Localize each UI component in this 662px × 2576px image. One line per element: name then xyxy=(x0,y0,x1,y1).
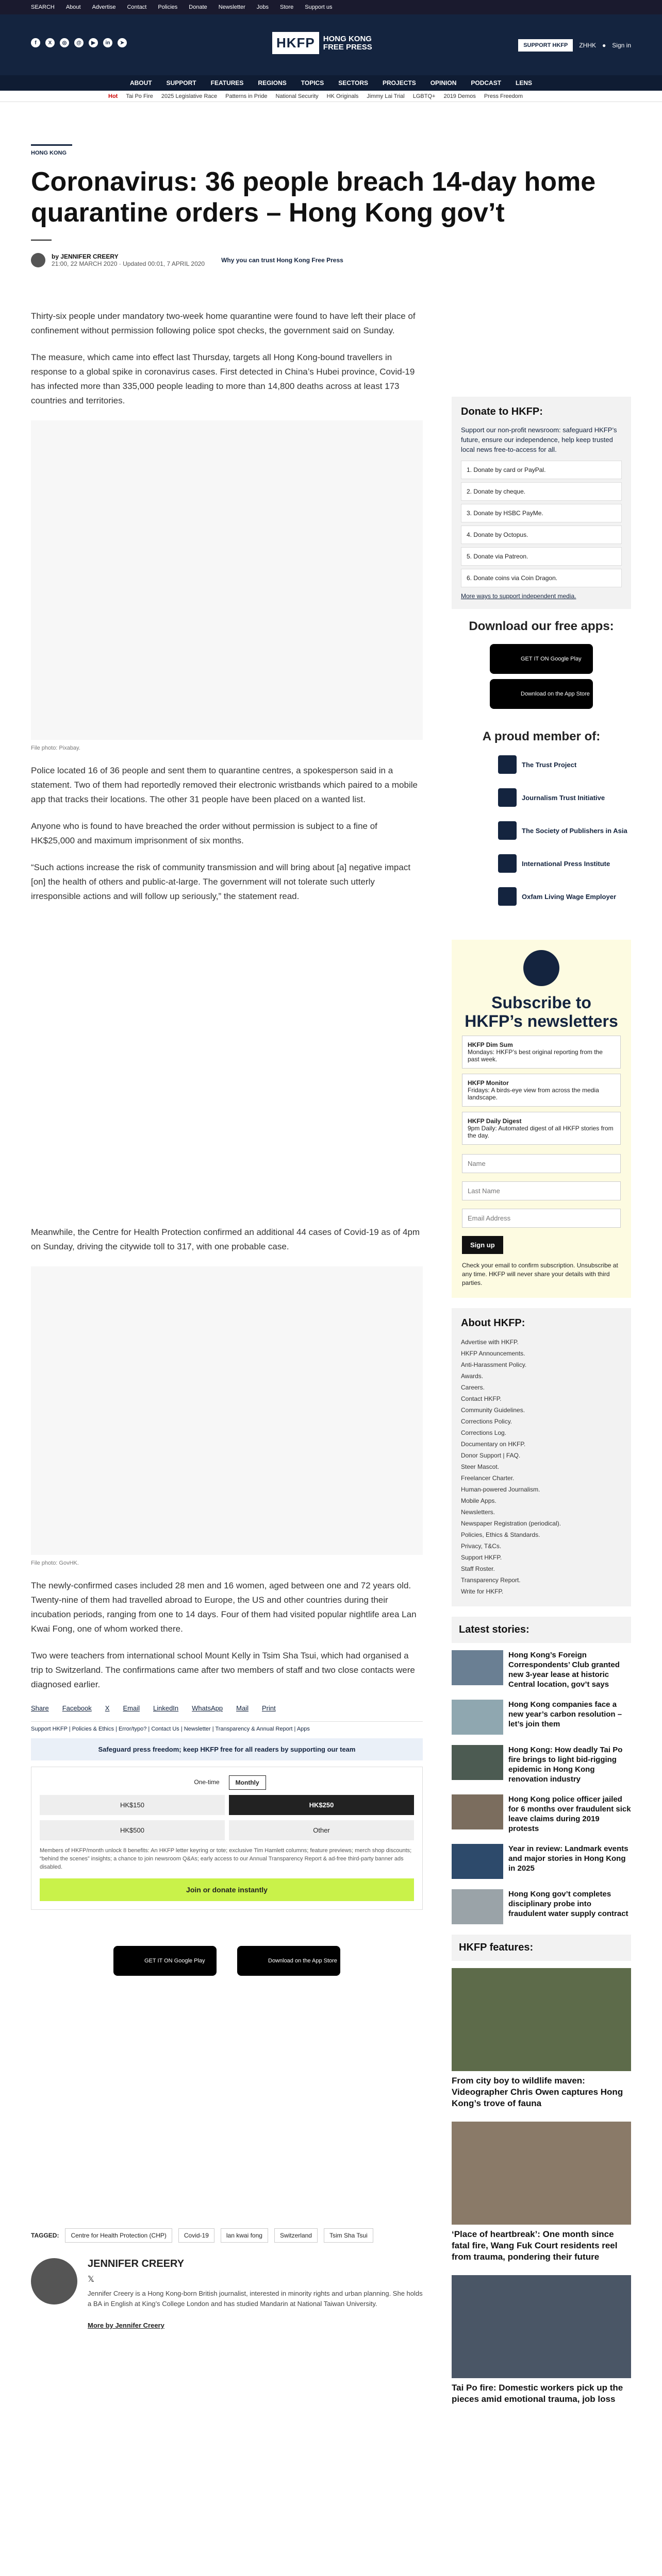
site-header xyxy=(0,14,662,75)
about-link[interactable]: Human-powered Journalism. xyxy=(461,1486,540,1493)
story-thumbnail xyxy=(452,1794,503,1829)
photo-caption: File photo: GovHK. xyxy=(31,1560,79,1566)
site-logo[interactable] xyxy=(272,32,385,54)
option-name: HKFP Monitor xyxy=(468,1079,509,1087)
donate-option[interactable]: 3. Donate by HSBC PayMe. xyxy=(461,504,622,522)
photo-placeholder xyxy=(31,420,423,740)
story-item[interactable] xyxy=(452,1844,631,1879)
topbar-search[interactable]: SEARCH xyxy=(31,4,55,10)
story-item[interactable] xyxy=(452,1794,631,1834)
feature-title: Tai Po fire: Domestic workers pick up the pieces amid emotional trauma, job loss xyxy=(452,2383,623,2404)
member-logo xyxy=(498,755,517,774)
donate-option[interactable]: 4. Donate by Octopus. xyxy=(461,526,622,544)
about-link[interactable]: Staff Roster. xyxy=(461,1565,495,1572)
member-sopa[interactable] xyxy=(498,818,631,843)
paragraph: “Such actions increase the risk of community transmission and will bring about [a] negative impact [on] the health of others and public-at-large. The government will not tolerate such utterly irresponsible actions and will follow up seriously,” the statement read. xyxy=(31,862,411,901)
story-thumbnail xyxy=(452,1889,503,1924)
nav-opinion[interactable]: OPINION xyxy=(430,79,457,87)
tag-chip[interactable]: Tsim Sha Tsui xyxy=(324,2228,373,2243)
member-logo xyxy=(498,854,517,873)
tier-option[interactable]: Other xyxy=(229,1820,414,1840)
topbar-newsletter[interactable]: Newsletter xyxy=(218,4,245,10)
article-header xyxy=(31,139,631,267)
member-name: International Press Institute xyxy=(522,859,610,868)
about-link[interactable]: Freelancer Charter. xyxy=(461,1475,515,1482)
donate-option[interactable]: 2. Donate by cheque. xyxy=(461,482,622,501)
paragraph: Two were teachers from international school Mount Kelly in Tsim Sha Tsui, which had organised a trip to Switzerland. The confirmations came after two members of staff and two close contacts were diagnosed earlier. xyxy=(31,1651,415,1689)
trending-item[interactable]: Tai Po Fire xyxy=(126,93,153,99)
tags-label: TAGGED: xyxy=(31,2232,59,2239)
article-photo xyxy=(31,1266,423,1555)
author-name[interactable]: JENNIFER CREERY xyxy=(88,2258,185,2269)
member-name: Journalism Trust Initiative xyxy=(522,793,605,802)
story-thumbnail xyxy=(452,1650,503,1685)
facebook-icon[interactable]: f xyxy=(31,38,40,47)
logo-text: HONG KONG FREE PRESS xyxy=(323,34,372,52)
about-link[interactable]: Documentary on HKFP. xyxy=(461,1440,526,1448)
author-more-link[interactable]: More by Jennifer Creery xyxy=(88,2321,164,2329)
trending-item[interactable]: Jimmy Lai Trial xyxy=(367,93,405,99)
newsletter-note: Check your email to confirm subscription. Unsubscribe at any time. HKFP will never share your details with third parties. xyxy=(462,1262,618,1286)
author-avatar[interactable] xyxy=(31,253,45,267)
feature-title: ‘Place of heartbreak’: One month since fatal fire, Wang Fuk Court residents reel from trauma, pondering their future xyxy=(452,2229,618,2262)
share-linkedin[interactable]: LinkedIn xyxy=(153,1704,179,1712)
share-label: Share xyxy=(31,1704,49,1712)
trending-item[interactable]: Press Freedom xyxy=(484,93,523,99)
members-benefits: Members of HKFP/month unlock 8 benefits: An HKFP letter keyring or tote; exclusive Tim Hamlett columns; feature previews; merch shop discounts; “behind the scenes” insights; a chance to join newsroom Q&As; early access to our Annual Transparency Report & ad-free third-party banner ads disabled. xyxy=(40,1848,412,1870)
safeguard-banner[interactable]: Safeguard press freedom; keep HKFP free for all readers by supporting our team xyxy=(31,1738,423,1760)
member-trust-project[interactable] xyxy=(498,752,631,777)
nav-podcast[interactable]: PODCAST xyxy=(471,79,502,87)
about-link[interactable]: Steer Mascot. xyxy=(461,1463,500,1470)
topbar-jobs[interactable]: Jobs xyxy=(256,4,269,10)
newsletter-option[interactable] xyxy=(462,1112,621,1145)
threads-icon[interactable]: @ xyxy=(74,38,84,47)
first-name-input[interactable] xyxy=(462,1154,621,1173)
share-email[interactable]: Email xyxy=(123,1704,140,1712)
google-play-button[interactable]: GET IT ON Google Play xyxy=(113,1946,217,1976)
about-link[interactable]: Corrections Policy. xyxy=(461,1418,512,1425)
signup-button[interactable]: Sign up xyxy=(462,1236,503,1254)
share-mail[interactable]: Mail xyxy=(236,1704,249,1712)
topbar-policies[interactable]: Policies xyxy=(158,4,178,10)
trending-item[interactable]: National Security xyxy=(275,93,319,99)
hkfp-badge-icon xyxy=(523,950,559,986)
topbar-donate[interactable]: Donate xyxy=(189,4,207,10)
freq-one-time[interactable]: One-time xyxy=(194,1778,220,1786)
article-photo xyxy=(31,420,423,740)
tag-chip[interactable]: Switzerland xyxy=(274,2228,318,2243)
paragraph: The measure, which came into effect last Thursday, targets all Hong Kong-bound travellers in response to a global spike in coronavirus cases. First detected in China’s Hubei province, Covid-19 has infected more than 335,000 people leading to more than 14,800 deaths across at least 173 countries and territories. xyxy=(31,352,415,405)
paragraph: Anyone who is found to have breached the order without permission is subject to a fine of HK$25,000 and maximum imprisonment of six months. xyxy=(31,821,377,845)
story-title: Year in review: Landmark events and major stories in Hong Kong in 2025 xyxy=(508,1844,628,1873)
language-switch[interactable]: ZHHK xyxy=(579,42,597,49)
embedded-content-spacer xyxy=(31,916,423,1225)
trending-item[interactable]: 2025 Legislative Race xyxy=(161,93,218,99)
feature-item[interactable] xyxy=(452,2275,631,2405)
paragraph: Thirty-six people under mandatory two-week home quarantine were found to have left their place of confinement without permission following police spot checks, the government said on Sunday. xyxy=(31,311,416,335)
story-item[interactable] xyxy=(452,1889,631,1924)
trending-bar xyxy=(0,91,662,102)
author-box xyxy=(31,2258,423,2329)
hot-label: Hot xyxy=(108,93,118,99)
donate-card xyxy=(452,397,631,609)
donate-intro[interactable]: Support our non-profit newsroom: safeguard HKFP’s future, ensure our independence, help keep trusted local news free-to-access for all. xyxy=(461,426,617,453)
trending-item[interactable]: LGBTQ+ xyxy=(412,93,436,99)
about-link[interactable]: Mobile Apps. xyxy=(461,1497,496,1504)
publish-date: 21:00, 22 MARCH 2020 xyxy=(52,260,118,267)
story-title: Hong Kong companies face a new year’s carbon resolution – let’s join them xyxy=(508,1700,622,1728)
support-hkfp-button[interactable]: SUPPORT HKFP xyxy=(518,39,573,52)
user-icon[interactable]: ● xyxy=(602,42,606,49)
newsletter-title: Subscribe to HKFP’s newsletters xyxy=(465,993,618,1030)
x-icon[interactable]: 𝕏 xyxy=(88,2275,94,2284)
byline-text: by JENNIFER CREERY 21:00, 22 MARCH 2020 · Updated 00:01, 7 APRIL 2020 xyxy=(52,253,205,267)
article-title: Coronavirus: 36 people breach 14-day home quarantine orders – Hong Kong gov’t xyxy=(31,167,596,228)
member-name: The Society of Publishers in Asia xyxy=(522,826,627,835)
top-utility-bar xyxy=(0,0,662,14)
paragraph: Police located 16 of 36 people and sent them to quarantine centres, a spokesperson said in a statement. Two of them had reportedly removed their electronic wristbands which paired to a mobile app that tracks their locations. The other 31 people have been placed on a wanted list. xyxy=(31,766,418,804)
about-link[interactable]: Advertise with HKFP. xyxy=(461,1338,519,1346)
last-name-input[interactable] xyxy=(462,1181,621,1200)
app-store-button[interactable]: Download on the App Store xyxy=(490,679,593,709)
tier-option[interactable]: HK$150 xyxy=(40,1795,225,1815)
about-title: About HKFP: xyxy=(461,1317,525,1329)
features-section xyxy=(452,1935,631,2405)
about-list xyxy=(461,1336,622,1597)
about-link[interactable]: Privacy, T&Cs. xyxy=(461,1543,502,1550)
about-link[interactable]: Contact HKFP. xyxy=(461,1395,502,1402)
nav-topics[interactable]: TOPICS xyxy=(301,79,324,87)
linkedin-icon[interactable]: in xyxy=(103,38,112,47)
social-icons xyxy=(31,38,127,47)
donate-more-link[interactable]: More ways to support independent media. xyxy=(461,592,576,600)
tier-row xyxy=(40,1795,414,1815)
x-icon[interactable]: X xyxy=(45,38,55,47)
topbar-about[interactable]: About xyxy=(65,4,81,10)
nav-regions[interactable]: REGIONS xyxy=(258,79,287,87)
photo-caption: File photo: Pixabay. xyxy=(31,745,80,751)
option-desc: 9pm Daily: Automated digest of all HKFP stories from the day. xyxy=(468,1125,614,1139)
option-name: HKFP Daily Digest xyxy=(468,1117,522,1125)
about-link[interactable]: Community Guidelines. xyxy=(461,1406,525,1414)
donate-option[interactable]: 1. Donate by card or PayPal. xyxy=(461,461,622,479)
tag-chip[interactable]: Covid-19 xyxy=(178,2228,214,2243)
story-title: Hong Kong gov’t completes disciplinary probe into fraudulent water supply contract xyxy=(508,1890,628,1918)
about-link[interactable]: Corrections Log. xyxy=(461,1429,507,1436)
title-divider xyxy=(31,240,52,241)
header-actions xyxy=(518,39,631,52)
story-title: Hong Kong: How deadly Tai Po fire brings to light bid-rigging epidemic in Hong Kong renovation industry xyxy=(508,1745,623,1784)
latest-title: Latest stories: xyxy=(452,1617,631,1643)
join-donate-button[interactable]: Join or donate instantly xyxy=(40,1878,414,1901)
updated-date: Updated 00:01, 7 APRIL 2020 xyxy=(123,260,205,267)
about-link[interactable]: Donor Support | FAQ. xyxy=(461,1452,521,1459)
sidebar xyxy=(452,397,631,2417)
story-thumbnail xyxy=(452,1844,503,1879)
author-info xyxy=(88,2258,423,2329)
story-title: Hong Kong police officer jailed for 6 months over fraudulent sick leave claims during 2019 protests xyxy=(508,1795,631,1833)
sign-in-link[interactable]: Sign in xyxy=(612,42,631,49)
main-nav xyxy=(0,75,662,91)
feature-image xyxy=(452,1968,631,2071)
about-link[interactable]: HKFP Announcements. xyxy=(461,1350,525,1357)
google-play-button[interactable]: GET IT ON Google Play xyxy=(490,644,593,674)
story-thumbnail xyxy=(452,1700,503,1735)
story-item[interactable] xyxy=(452,1700,631,1735)
share-bar xyxy=(31,1704,423,1712)
member-ipi[interactable] xyxy=(498,851,631,876)
newsletter-option[interactable] xyxy=(462,1036,621,1069)
feature-title: From city boy to wildlife maven: Videographer Chris Owen captures Hong Kong’s trove of fauna xyxy=(452,2076,623,2108)
app-store-button[interactable]: Download on the App Store xyxy=(237,1946,340,1976)
payment-and-promo-area xyxy=(31,1976,423,2213)
story-thumbnail xyxy=(452,1745,503,1780)
tags-row xyxy=(31,2228,423,2243)
about-link[interactable]: Awards. xyxy=(461,1372,484,1380)
member-logo xyxy=(498,821,517,840)
instagram-icon[interactable]: ◎ xyxy=(60,38,69,47)
donate-title: Donate to HKFP: xyxy=(461,406,543,417)
nav-support[interactable]: SUPPORT xyxy=(166,79,196,87)
paragraph: Meanwhile, the Centre for Health Protection confirmed an additional 44 cases of Covid-19 as of 4pm on Sunday, driving the citywide toll to 317, with one probable case. xyxy=(31,1227,420,1251)
trending-item[interactable]: HK Originals xyxy=(326,93,359,99)
newsletter-card xyxy=(452,940,631,1298)
tag-chip[interactable]: Centre for Health Protection (CHP) xyxy=(65,2228,172,2243)
share-facebook[interactable]: Facebook xyxy=(62,1704,92,1712)
frequency-toggle xyxy=(40,1775,414,1790)
author-bio: Jennifer Creery is a Hong Kong-born British journalist, interested in minority rights and urban planning. She holds a BA in English at King’s College London and has studied Mandarin at National Taiwan University. xyxy=(88,2290,423,2308)
about-link[interactable]: Anti-Harassment Policy. xyxy=(461,1361,527,1368)
tier-option-selected[interactable]: HK$250 xyxy=(229,1795,414,1815)
author-photo xyxy=(31,2258,77,2304)
topbar-contact[interactable]: Contact xyxy=(127,4,147,10)
member-logo xyxy=(498,788,517,807)
about-link[interactable]: Newspaper Registration (periodical). xyxy=(461,1520,561,1527)
tier-option[interactable]: HK$500 xyxy=(40,1820,225,1840)
nav-projects[interactable]: PROJECTS xyxy=(383,79,416,87)
article-body xyxy=(31,309,423,2329)
topbar-advertise[interactable]: Advertise xyxy=(92,4,116,10)
feature-item[interactable] xyxy=(452,1968,631,2109)
about-link[interactable]: Careers. xyxy=(461,1384,485,1391)
about-link[interactable]: Policies, Ethics & Standards. xyxy=(461,1531,540,1538)
latest-stories xyxy=(452,1617,631,1924)
about-link[interactable]: Write for HKFP. xyxy=(461,1588,504,1595)
nav-features[interactable]: FEATURES xyxy=(210,79,244,87)
member-name: Oxfam Living Wage Employer xyxy=(522,892,617,901)
nav-lens[interactable]: LENS xyxy=(516,79,533,87)
nav-about[interactable]: ABOUT xyxy=(129,79,152,87)
photo-placeholder xyxy=(31,1266,423,1555)
story-title: Hong Kong’s Foreign Correspondents’ Club granted new 3-year lease at historic Central location, gov’t says xyxy=(508,1651,620,1689)
donate-option[interactable]: 6. Donate coins via Coin Dragon. xyxy=(461,569,622,587)
paragraph: The newly-confirmed cases included 28 men and 16 women, aged between one and 72 years old. Twenty-nine of them had travelled abroad to Europe, the US and other countries during their incubation periods, ranging from one to 14 days. Four of them had visited popular nightlife area Lan Kwai Fong, one of whom worked there. xyxy=(31,1581,417,1634)
newsletter-option[interactable] xyxy=(462,1074,621,1107)
author-link[interactable]: by JENNIFER CREERY xyxy=(52,253,119,260)
about-link[interactable]: Transparency Report. xyxy=(461,1577,521,1584)
trending-item[interactable]: Patterns in Pride xyxy=(225,93,268,99)
feature-image xyxy=(452,2275,631,2378)
email-input[interactable] xyxy=(462,1209,621,1228)
topbar-store[interactable]: Store xyxy=(279,4,294,10)
member-name: The Trust Project xyxy=(522,760,577,769)
about-card xyxy=(452,1308,631,1606)
why-trust-link[interactable]: Why you can trust Hong Kong Free Press xyxy=(221,257,343,264)
member-jti[interactable] xyxy=(498,785,631,810)
feature-item[interactable] xyxy=(452,2122,631,2263)
logo-box: HKFP xyxy=(272,32,319,54)
about-link[interactable]: Newsletters. xyxy=(461,1509,495,1516)
topbar-support[interactable]: Support us xyxy=(305,4,333,10)
support-links[interactable]: Support HKFP | Policies & Ethics | Error/typo? | Contact Us | Newsletter | Transparency & Annual Report | Apps xyxy=(31,1721,423,1732)
donation-widget xyxy=(31,1767,423,1910)
tier-row xyxy=(40,1820,414,1840)
telegram-icon[interactable]: ➤ xyxy=(118,38,127,47)
article-app-buttons xyxy=(31,1946,423,1976)
share-whatsapp[interactable]: WhatsApp xyxy=(192,1704,223,1712)
option-name: HKFP Dim Sum xyxy=(468,1041,513,1048)
story-item[interactable] xyxy=(452,1650,631,1689)
article-kicker[interactable]: HONG KONG xyxy=(31,144,72,156)
trending-item[interactable]: 2019 Demos xyxy=(443,93,476,99)
share-x[interactable]: X xyxy=(105,1704,110,1712)
member-logo xyxy=(498,887,517,906)
option-desc: Fridays: A birds-eye view from across the media landscape. xyxy=(468,1087,599,1101)
features-title: HKFP features: xyxy=(452,1935,631,1961)
member-oxfam[interactable] xyxy=(498,884,631,909)
feature-image xyxy=(452,2122,631,2225)
nav-sectors[interactable]: SECTORS xyxy=(338,79,369,87)
apps-title: Download our free apps: xyxy=(469,619,614,633)
story-item[interactable] xyxy=(452,1745,631,1784)
freq-monthly[interactable]: Monthly xyxy=(229,1775,266,1790)
tag-chip[interactable]: lan kwai fong xyxy=(221,2228,268,2243)
option-desc: Mondays: HKFP’s best original reporting from the past week. xyxy=(468,1048,603,1063)
byline xyxy=(31,253,631,267)
donate-option[interactable]: 5. Donate via Patreon. xyxy=(461,547,622,566)
youtube-icon[interactable]: ▶ xyxy=(89,38,98,47)
member-title: A proud member of: xyxy=(482,730,601,743)
about-link[interactable]: Support HKFP. xyxy=(461,1554,502,1561)
share-print[interactable]: Print xyxy=(261,1704,276,1712)
